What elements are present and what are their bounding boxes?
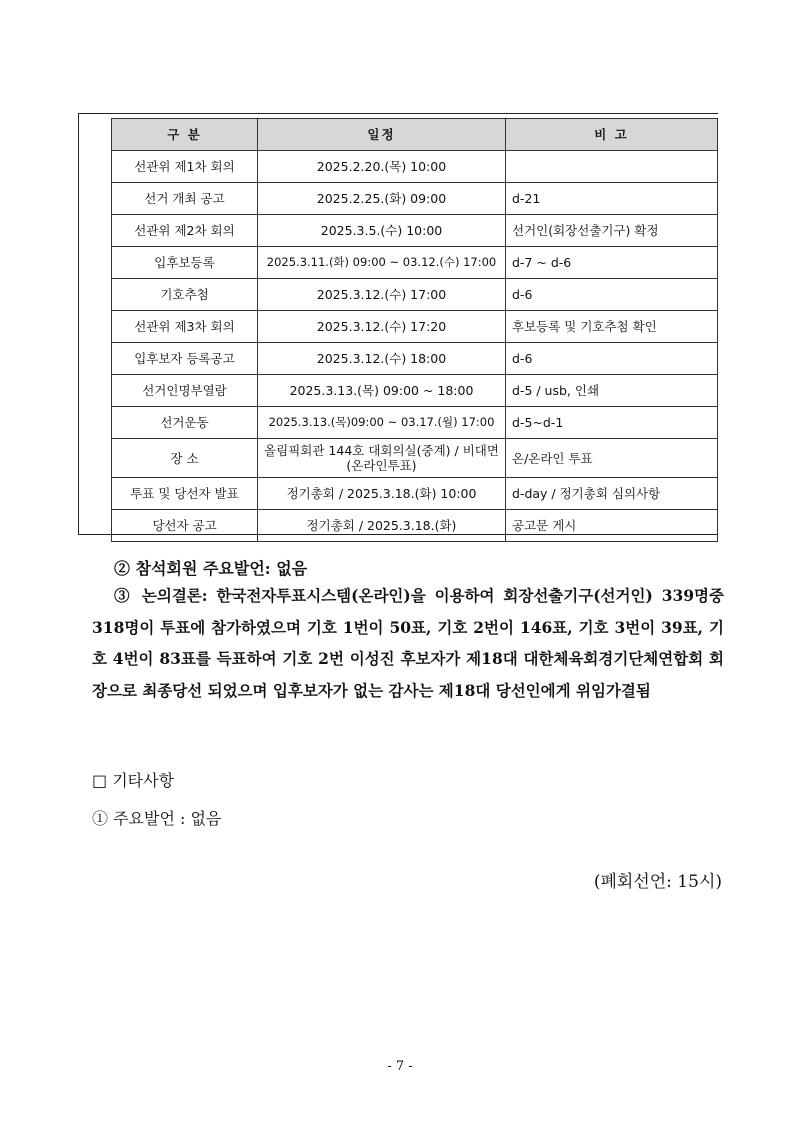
cell-category: 선거 개최 공고: [112, 183, 258, 215]
cell-category: 당선자 공고: [112, 510, 258, 542]
schedule-table: [111, 118, 718, 542]
cell-note: d-6: [506, 279, 718, 311]
cell-note: d-5~d-1: [506, 407, 718, 439]
cell-note: d-day / 정기총회 심의사항: [506, 478, 718, 510]
cell-category: 선관위 제3차 회의: [112, 311, 258, 343]
other-matters-heading: □ 기타사항: [92, 771, 175, 790]
cell-schedule: 2025.3.13.(목)09:00 ~ 03.17.(월) 17:00: [258, 407, 506, 439]
table-row: [112, 183, 718, 215]
header-note: 비 고: [506, 119, 718, 151]
cell-note: d-5 / usb, 인쇄: [506, 375, 718, 407]
cell-schedule: 2025.3.12.(수) 17:20: [258, 311, 506, 343]
table-row: [112, 215, 718, 247]
cell-schedule: 정기총회 / 2025.3.18.(화): [258, 510, 506, 542]
table-row: [112, 343, 718, 375]
cell-schedule: 정기총회 / 2025.3.18.(화) 10:00: [258, 478, 506, 510]
cell-category: 선관위 제2차 회의: [112, 215, 258, 247]
table-row: [112, 375, 718, 407]
other-item-1: ① 주요발언 : 없음: [92, 809, 222, 828]
cell-note: 온/온라인 투표: [506, 439, 718, 478]
cell-category: 입후보등록: [112, 247, 258, 279]
table-row: [112, 311, 718, 343]
table-row: [112, 478, 718, 510]
cell-category: 선관위 제1차 회의: [112, 151, 258, 183]
cell-note: d-7 ~ d-6: [506, 247, 718, 279]
cell-note: d-21: [506, 183, 718, 215]
cell-note: 공고문 게시: [506, 510, 718, 542]
cell-schedule: 2025.3.5.(수) 10:00: [258, 215, 506, 247]
table-row: [112, 439, 718, 478]
cell-schedule: 올림픽회관 144호 대회의실(중계) / 비대면(온라인투표): [258, 439, 506, 478]
page-number: - 7 -: [387, 1059, 413, 1074]
closing-declaration: (폐회선언: 15시): [593, 872, 722, 892]
cell-schedule: 2025.3.12.(수) 17:00: [258, 279, 506, 311]
cell-note: d-6: [506, 343, 718, 375]
cell-note: [506, 151, 718, 183]
table-row: [112, 510, 718, 542]
cell-schedule: 2025.3.13.(목) 09:00 ~ 18:00: [258, 375, 506, 407]
cell-category: 기호추첨: [112, 279, 258, 311]
item-2-attendee-remarks: ② 참석회원 주요발언: 없음: [114, 559, 308, 578]
cell-schedule: 2025.3.12.(수) 18:00: [258, 343, 506, 375]
table-row: [112, 279, 718, 311]
table-row: [112, 151, 718, 183]
table-row: [112, 247, 718, 279]
cell-schedule: 2025.2.20.(목) 10:00: [258, 151, 506, 183]
table-row: [112, 407, 718, 439]
table-header-row: [112, 119, 718, 151]
cell-note: 후보등록 및 기호추첨 확인: [506, 311, 718, 343]
item-3-conclusion: ③ 논의결론: 한국전자투표시스템(온라인)을 이용하여 회장선출기구(선거인) 339명중 318명이 투표에 참가하였으며 기호 1번이 50표, 기호 2번이 146표, 기호 3번이 39표, 기호 4번이 83표를 득표하여 기호 2번 이성진 후보자가 제18대 대한체육회경기단체연합회 회장으로 최종당선 되었으며 입후보자가 없는 감사는 제18대 당선인에게 위임가결됨: [92, 586, 724, 700]
cell-category: 선거운동: [112, 407, 258, 439]
cell-category: 장 소: [112, 439, 258, 478]
cell-note: 선거인(회장선출기구) 확정: [506, 215, 718, 247]
cell-schedule: 2025.3.11.(화) 09:00 ~ 03.12.(수) 17:00: [258, 247, 506, 279]
header-category: 구 분: [112, 119, 258, 151]
cell-category: 선거인명부열람: [112, 375, 258, 407]
cell-category: 투표 및 당선자 발표: [112, 478, 258, 510]
cell-category: 입후보자 등록공고: [112, 343, 258, 375]
header-schedule: 일정: [258, 119, 506, 151]
cell-schedule: 2025.2.25.(화) 09:00: [258, 183, 506, 215]
